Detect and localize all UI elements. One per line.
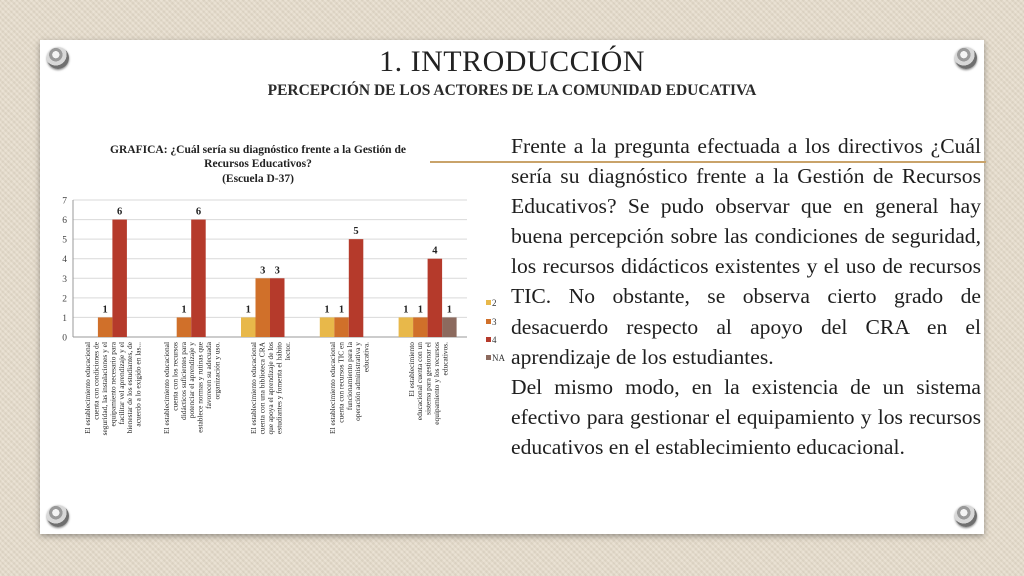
y-tick-label: 3	[62, 274, 67, 285]
data-label: 1	[403, 304, 409, 316]
category-label: cuenta con condiciones de	[91, 342, 101, 420]
category-label: organización y uso.	[212, 342, 222, 400]
bar	[270, 278, 285, 337]
chart-title: GRAFICA: ¿Cuál sería su diagnóstico frente a la Gestión de	[110, 144, 406, 156]
category-label: educativos.	[440, 342, 450, 376]
data-label: 3	[260, 265, 266, 277]
data-label: 5	[353, 226, 359, 238]
y-tick-label: 7	[62, 196, 67, 207]
body-paragraph: Del mismo modo, en la existencia de un sistema efectivo para gestionar el equipamiento y los recursos educativos en el establecimiento educacional.	[511, 374, 981, 459]
legend-swatch	[486, 319, 491, 324]
category-label: El establecimiento educacional	[162, 342, 171, 434]
data-label: 6	[195, 206, 202, 218]
category-label: sistema para gestionar el	[423, 342, 433, 415]
category-label: funcionamiento para la	[344, 342, 354, 411]
bar	[177, 317, 192, 337]
y-tick-label: 1	[62, 313, 67, 324]
legend-swatch	[486, 355, 491, 360]
category-label: equipamiento y los recursos	[432, 342, 441, 425]
bar	[241, 317, 256, 337]
y-tick-label: 0	[62, 333, 67, 344]
data-label: 1	[324, 304, 330, 316]
category-label: que apoya el aprendizaje de los	[266, 342, 275, 435]
category-label: educativa.	[361, 342, 371, 373]
y-tick-label: 6	[62, 216, 67, 227]
category-label: cuenta con una biblioteca CRA	[257, 342, 267, 435]
category-label: El establecimiento educacional	[249, 342, 259, 434]
category-label: cuenta con los recursos	[170, 342, 180, 411]
legend-label: 2	[492, 298, 497, 308]
legend-label: 4	[492, 335, 497, 345]
category-label: El establecimiento educacional	[328, 342, 337, 434]
y-tick-label: 2	[62, 294, 67, 305]
legend-swatch	[486, 300, 491, 305]
bar	[191, 220, 206, 337]
category-label: lector.	[282, 342, 292, 361]
bar	[442, 317, 457, 337]
data-label: 1	[181, 304, 187, 316]
bar	[334, 317, 349, 337]
y-tick-label: 5	[62, 235, 67, 246]
slide-subtitle: PERCEPCIÓN DE LOS ACTORES DE LA COMUNIDAD EDUCATIVA	[267, 82, 757, 99]
bar	[320, 317, 335, 337]
category-label: facilitar vel aprendizaje y el	[116, 342, 126, 425]
category-label: acuerdo a lo exigido en las...	[133, 342, 143, 427]
bar	[349, 239, 364, 337]
bar	[112, 220, 127, 337]
category-label: establece normas y rutinas que	[195, 342, 205, 433]
category-label: estudiantes y fomenta el hábito	[274, 342, 284, 434]
legend-label: NA	[492, 353, 505, 363]
data-label: 4	[432, 245, 438, 257]
category-label: favorecen su adecuada	[204, 342, 213, 409]
y-tick-label: 4	[62, 255, 67, 266]
data-label: 1	[245, 304, 251, 316]
category-label: cuenta con recursos TIC en	[336, 342, 346, 423]
body-text	[511, 131, 981, 462]
category-label: El establecimiento	[406, 342, 416, 397]
category-label: equipamiento necesario para	[108, 342, 118, 427]
category-label: bienestar de los estudiantes, de	[125, 342, 135, 434]
data-label: 1	[417, 304, 423, 316]
data-label: 6	[117, 206, 123, 218]
bar	[256, 278, 271, 337]
pushpin-icon	[955, 505, 977, 527]
body-paragraph: Frente a la pregunta efectuada a los directivos ¿Cuál sería su diagnóstico frente a la Gestión de Recursos Educativos? Se pudo observar que en general hay buena percepción sobre las condiciones de seguridad, los recursos didácticos existentes y el uso de recursos TIC. No obstante, se observa cierto grado de desacuerdo respecto al apoyo del CRA en el aprendizaje de los estudiantes.	[511, 134, 981, 369]
category-label: operación administrativa y	[353, 342, 363, 421]
bar	[399, 317, 414, 337]
data-label: 1	[102, 304, 108, 316]
bar-chart	[45, 137, 505, 482]
bar	[428, 259, 443, 337]
category-label: educacional cuenta con un	[415, 342, 425, 421]
legend-label: 3	[492, 317, 497, 327]
slide-title: 1. INTRODUCCIÓN	[379, 45, 645, 78]
category-label: didácticos suficientes para	[178, 342, 188, 420]
legend-swatch	[486, 337, 491, 342]
bar	[413, 317, 428, 337]
category-label: potenciar el aprendizaje y	[187, 342, 197, 419]
category-label: El establecimiento educacional	[83, 342, 93, 434]
bar	[98, 317, 113, 337]
chart-title: (Escuela D-37)	[222, 173, 294, 185]
category-label: seguridad, las instalaciones y el	[100, 342, 109, 436]
data-label: 1	[338, 304, 345, 316]
chart-title: Recursos Educativos?	[204, 158, 312, 170]
data-label: 3	[274, 265, 280, 277]
pushpin-icon	[47, 505, 69, 527]
data-label: 1	[446, 304, 452, 316]
